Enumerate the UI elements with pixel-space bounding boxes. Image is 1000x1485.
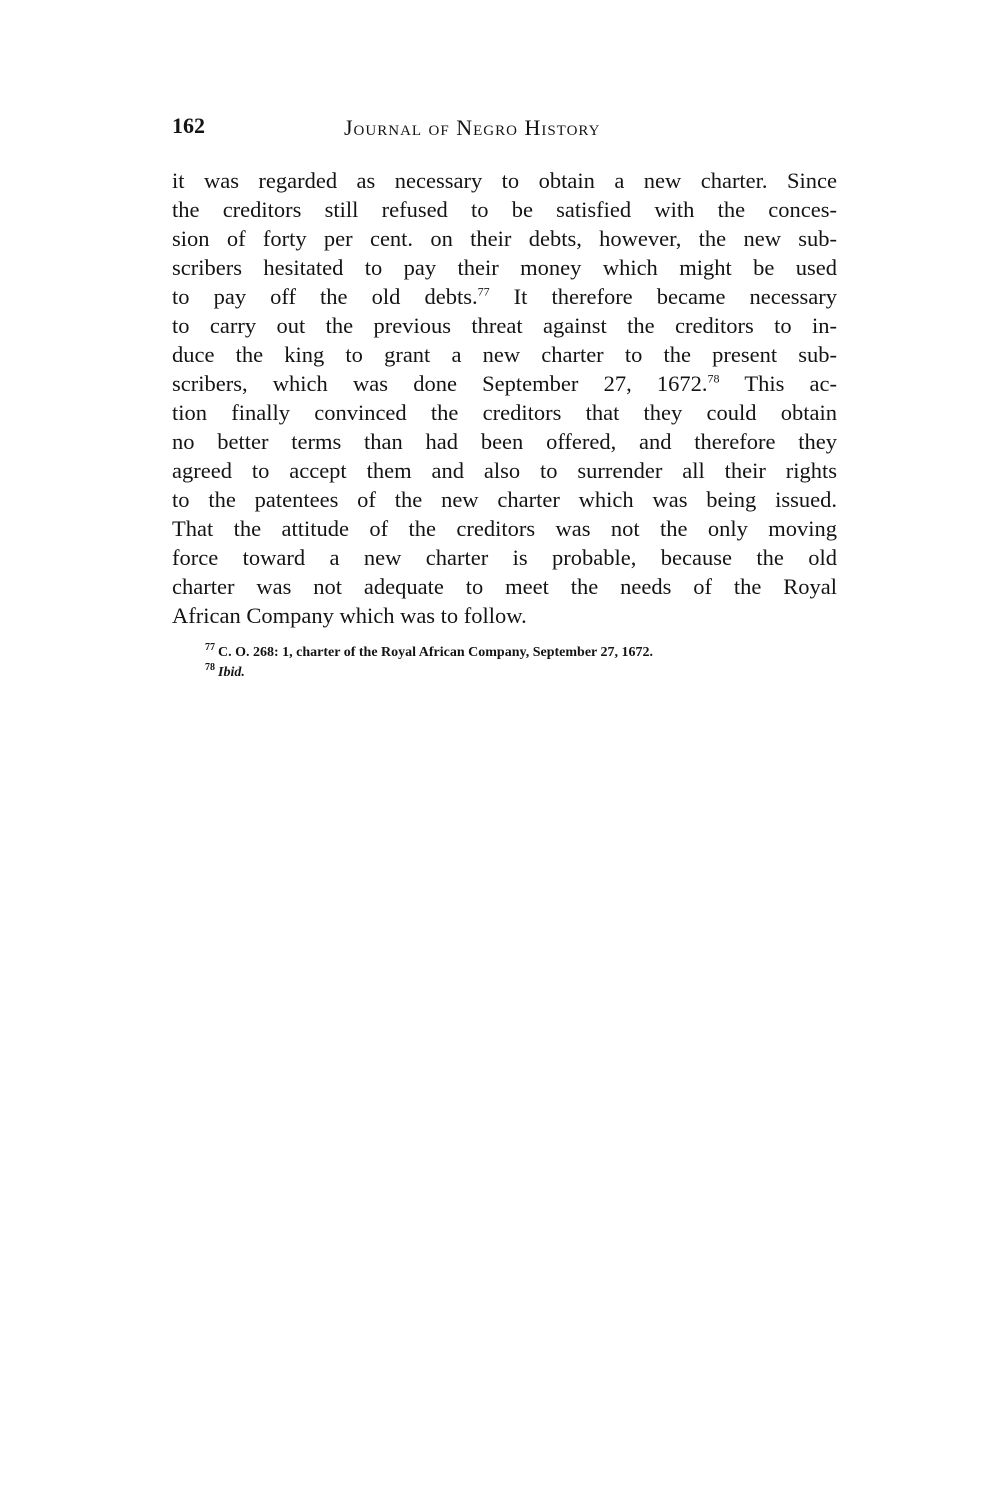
body-line: charter was not adequate to meet the needs of the Royal xyxy=(172,574,837,599)
body-line: it was regarded as necessary to obtain a new charter. Since xyxy=(172,168,837,193)
running-head xyxy=(172,113,837,143)
body-line: tion finally convinced the creditors that they could obtain xyxy=(172,400,837,425)
footnotes xyxy=(205,643,837,683)
body-line: to pay off the old debts.$^{77}$ It therefore became necessary xyxy=(172,284,837,309)
footnote-reference: 77 xyxy=(477,284,490,299)
footnote-text: C. O. 268: 1, charter of the Royal African Company, September 27, 1672. xyxy=(218,645,653,660)
footnote-text: Ibid. xyxy=(218,665,245,680)
body-line: agreed to accept them and also to surrender all their rights xyxy=(172,458,837,483)
body-paragraph xyxy=(172,166,837,630)
body-line: to carry out the previous threat against the creditors to in- xyxy=(172,313,837,338)
page-number: 162 xyxy=(172,113,205,138)
body-line: no better terms than had been offered, and therefore they xyxy=(172,429,837,454)
body-line: scribers, which was done September 27, 1672.78 This ac- xyxy=(172,371,838,396)
body-line: duce the king to grant a new charter to the present sub- xyxy=(172,342,837,367)
body-line: African Company which was to follow. xyxy=(172,603,527,628)
footnote-mark: 78 xyxy=(205,662,215,674)
footnote xyxy=(205,643,837,663)
body-line: force toward a new charter is probable, because the old xyxy=(172,545,837,570)
body-line: scribers hesitated to pay their money which might be used xyxy=(172,255,837,280)
body-line: the creditors still refused to be satisfied with the conces- xyxy=(172,197,837,222)
body-line: That the attitude of the creditors was not the only moving xyxy=(172,516,837,541)
body-line: to the patentees of the new charter which was being issued. xyxy=(172,487,837,512)
footnote-reference: 78 xyxy=(707,371,720,386)
footnote-mark: 77 xyxy=(205,642,215,654)
journal-title: Journal of Negro History xyxy=(344,115,601,140)
footnote xyxy=(205,663,837,683)
body-line: sion of forty per cent. on their debts, however, the new sub- xyxy=(172,226,837,251)
